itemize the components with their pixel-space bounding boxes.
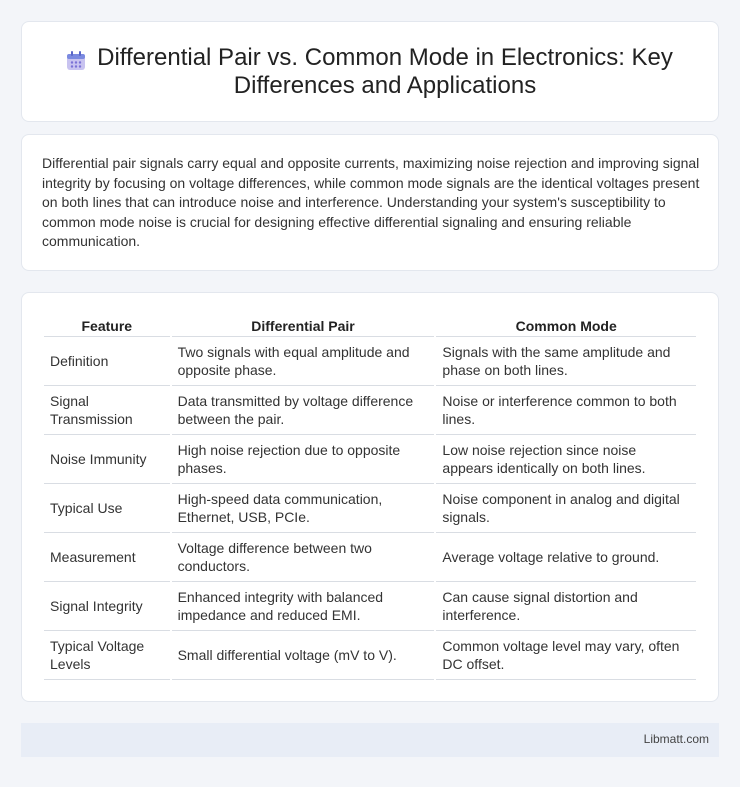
row-feature: Measurement — [44, 533, 170, 582]
row-feature: Definition — [44, 337, 170, 386]
row-common-mode: Noise or interference common to both lines. — [436, 386, 696, 435]
row-differential-pair: High-speed data communication, Ethernet, USB, PCIe. — [172, 484, 435, 533]
comparison-table-card — [21, 292, 719, 702]
row-differential-pair: Two signals with equal amplitude and opposite phase. — [172, 337, 435, 386]
comparison-table — [42, 315, 698, 680]
table-header-row — [44, 315, 696, 337]
row-common-mode: Noise component in analog and digital signals. — [436, 484, 696, 533]
row-differential-pair: Enhanced integrity with balanced impedance and reduced EMI. — [172, 582, 435, 631]
row-differential-pair: Data transmitted by voltage difference between the pair. — [172, 386, 435, 435]
footer-site-link[interactable]: Libmatt.com — [643, 732, 709, 746]
row-feature: Typical Use — [44, 484, 170, 533]
row-common-mode: Common voltage level may vary, often DC offset. — [436, 631, 696, 680]
row-feature: Typical Voltage Levels — [44, 631, 170, 680]
title-card — [21, 21, 719, 122]
row-differential-pair: Small differential voltage (mV to V). — [172, 631, 435, 680]
row-differential-pair: Voltage difference between two conductors. — [172, 533, 435, 582]
row-common-mode: Average voltage relative to ground. — [436, 533, 696, 582]
table-row — [44, 435, 696, 484]
row-feature: Noise Immunity — [44, 435, 170, 484]
page-title: Differential Pair vs. Common Mode in Electronics: Key Differences and Applications — [97, 43, 673, 99]
footer — [21, 723, 719, 757]
table-row — [44, 386, 696, 435]
row-feature: Signal Transmission — [44, 386, 170, 435]
table-row — [44, 631, 696, 680]
table-row — [44, 337, 696, 386]
table-row — [44, 484, 696, 533]
row-differential-pair: High noise rejection due to opposite phases. — [172, 435, 435, 484]
intro-paragraph: Differential pair signals carry equal and opposite currents, maximizing noise rejection and improving signal integrity by focusing on voltage differences, while common mode signals are the identical voltages present on both lines that can introduce noise and interference. Understanding your system's susceptibility to common mode noise is crucial for designing effective differential signaling and ensuring reliable communication. — [42, 155, 700, 250]
header-feature: Feature — [44, 315, 170, 337]
row-common-mode: Signals with the same amplitude and phase on both lines. — [436, 337, 696, 386]
row-feature: Signal Integrity — [44, 582, 170, 631]
table-row — [44, 533, 696, 582]
header-common-mode: Common Mode — [436, 315, 696, 337]
row-common-mode: Can cause signal distortion and interference. — [436, 582, 696, 631]
row-common-mode: Low noise rejection since noise appears identically on both lines. — [436, 435, 696, 484]
table-row — [44, 582, 696, 631]
header-differential-pair: Differential Pair — [172, 315, 435, 337]
intro-card — [21, 134, 719, 271]
